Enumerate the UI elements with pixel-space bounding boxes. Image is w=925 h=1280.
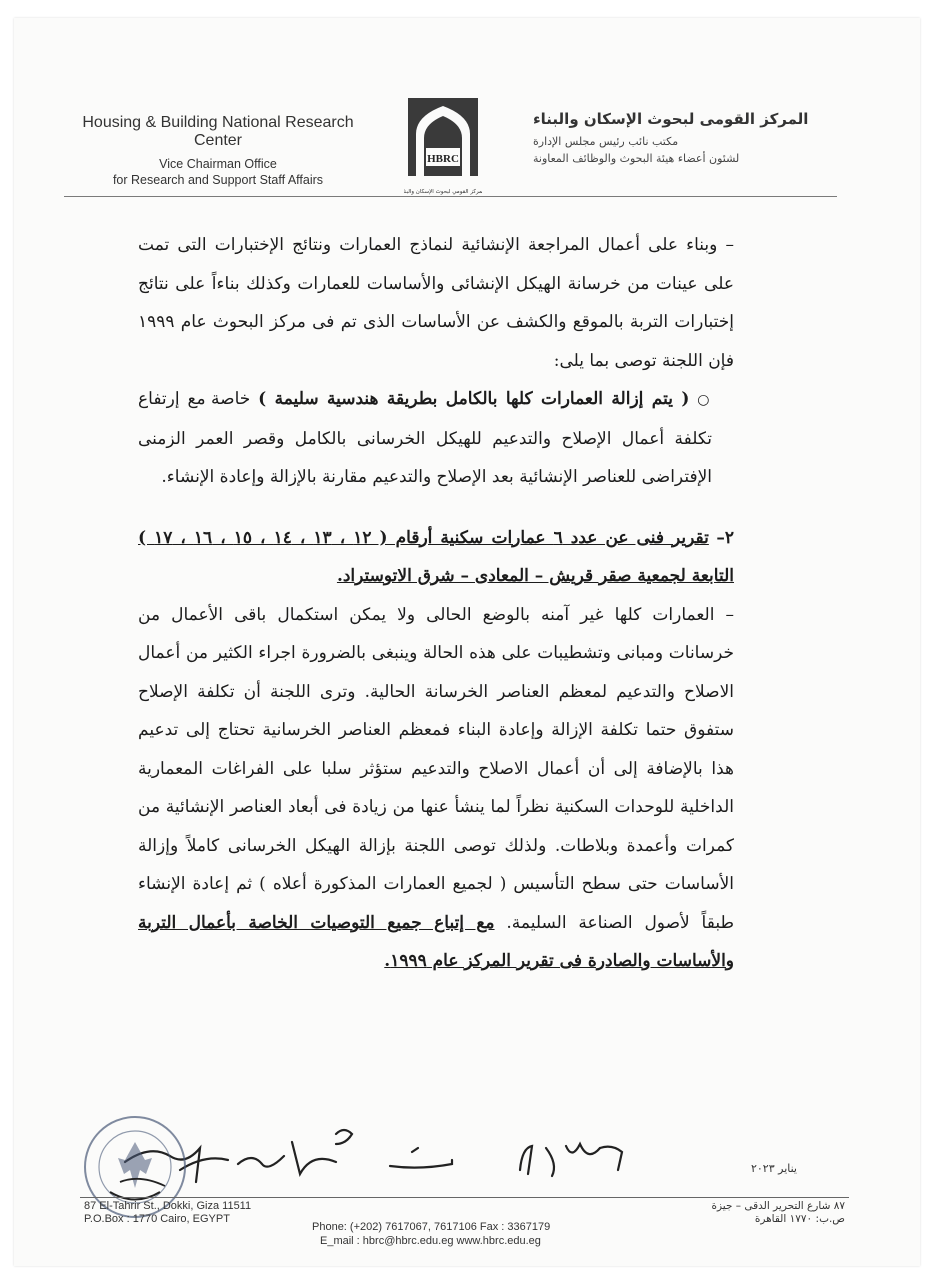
phone-fax-line: Phone: (+202) 7617067, 7617106 Fax : 3367179: [312, 1221, 551, 1233]
recommendation-bold: ( يتم إزالة العمارات كلها بالكامل بطريقة هندسية سليمة ): [258, 389, 690, 409]
logo-text: HBRC: [427, 153, 459, 165]
footer-address-en: [84, 1200, 251, 1226]
footer-address-ar: [712, 1200, 845, 1226]
footer-contact: [312, 1220, 550, 1248]
hbrc-logo: [404, 96, 482, 206]
address-line-2-ar: ص.ب: ١٧٧٠ القاهرة: [754, 1213, 845, 1225]
header-arabic: [533, 110, 833, 166]
section-2-title: تقرير فنى عن عدد ٦ عمارات سكنية أرقام ( ١٢ ، ١٣ ، ١٤ ، ١٥ ، ١٦ ، ١٧ ) التابعة لجمعية صقر قريش – المعادى – شرق الاتوستراد.: [138, 527, 734, 586]
paragraph-1-dash: –: [725, 235, 734, 255]
section-gap: [138, 497, 734, 519]
office-line-1-ar: مكتب نائب رئيس مجلس الإدارة: [533, 135, 679, 148]
office-line-1-en: Vice Chairman Office: [159, 157, 277, 171]
paragraph-1: [138, 226, 734, 380]
bullet-circle-icon: ○: [697, 392, 712, 408]
header-divider: [64, 196, 837, 197]
paragraph-2-text: العمارات كلها غير آمنه بالوضع الحالى ولا يمكن استكمال باقى الأعمال من خرسانات ومبانى وتشطيبات على هذه الحالة وينبغى بالضرورة اجراء الكثير من أعمال الاصلاح والتدعيم لمعظم العناصر الخرسانة الحالية. وترى اللجنة أن تكلفة الإصلاح ستفوق حتما تكلفة الإزالة وإعادة البناء فمعظم العناصر الخرسانية تحتاج إلى تدعيم هذا بالإضافة إلى أن أعمال الاصلاح والتدعيم ستؤثر سلبا على الفراغات المعمارية الداخلية للوحدات السكنية نظراً لما ينشأ عنها من زيادة فى أبعاد العناصر الإنشائية من كمرات وأعمدة وبلاطات. ولذلك توصى اللجنة بإزالة الهيكل الخرسانى كاملاً وإزالة الأساسات حتى سطح التأسيس ( لجميع العمارات المذكورة أعلاه ) ثم إعادة الإنشاء طبقاً لأصول الصناعة السليمة.: [138, 604, 734, 933]
signature-date: يناير ٢٠٢٣: [750, 1162, 797, 1175]
signature-mark-4: [520, 1144, 622, 1176]
email-web-line: E_mail : hbrc@hbrc.edu.eg www.hbrc.edu.eg: [320, 1235, 541, 1247]
paragraph-2: [138, 596, 734, 981]
document-body: [138, 226, 734, 981]
paragraph-2-underlined: مع إتباع جميع التوصيات الخاصة بأعمال التربة والأساسات والصادرة فى تقرير المركز عام ١٩٩٩.: [138, 912, 734, 971]
org-name-en: Housing & Building National Research Center: [82, 114, 354, 149]
office-line-2-en: for Research and Support Staff Affairs: [112, 173, 324, 187]
recommendation-text: خاصة مع إرتفاع تكلفة أعمال الإصلاح والتدعيم للهيكل الخرسانى بالكامل وقصر العمر الزمنى الإفتراضى للعناصر الإنشائية بعد الإصلاح والتدعيم مقارنة بالإزالة وإعادة الإنشاء.: [138, 389, 712, 487]
address-line-1-ar: ٨٧ شارع التحرير الدقى – جيزة: [711, 1200, 845, 1212]
footer-divider: [80, 1197, 849, 1198]
paragraph-2-dash: –: [725, 604, 734, 625]
address-line-1-en: 87 El-Tahrir St., Dokki, Giza 11511: [84, 1200, 252, 1212]
section-2-number: ٢–: [716, 527, 735, 548]
address-line-2-en: P.O.Box : 1770 Cairo, EGYPT: [84, 1213, 230, 1225]
section-2-heading: [138, 519, 734, 596]
header-english: [68, 114, 368, 188]
org-name-ar: المركز القومى لبحوث الإسكان والبناء: [533, 110, 809, 128]
signature-mark-2: [238, 1130, 352, 1174]
paragraph-1-text: وبناء على أعمال المراجعة الإنشائية لنماذج العمارات ونتائج الإختبارات التى تمت على عينات من خرسانة الهيكل الإنشائى والأساسات للعمارات وكذلك بناءاً على نتائج إختبارات التربة بالموقع والكشف عن الأساسات الذى تم فى مركز البحوث عام ١٩٩٩ فإن اللجنة توصى بما يلى:: [138, 235, 734, 371]
logo-caption: المركز القومي لبحوث الإسكان والبناء: [404, 189, 482, 195]
signature-mark-3: [390, 1148, 452, 1168]
office-line-2-ar: لشئون أعضاء هيئة البحوث والوظائف المعاونة: [533, 152, 740, 165]
recommendation-bullet: [138, 380, 734, 497]
